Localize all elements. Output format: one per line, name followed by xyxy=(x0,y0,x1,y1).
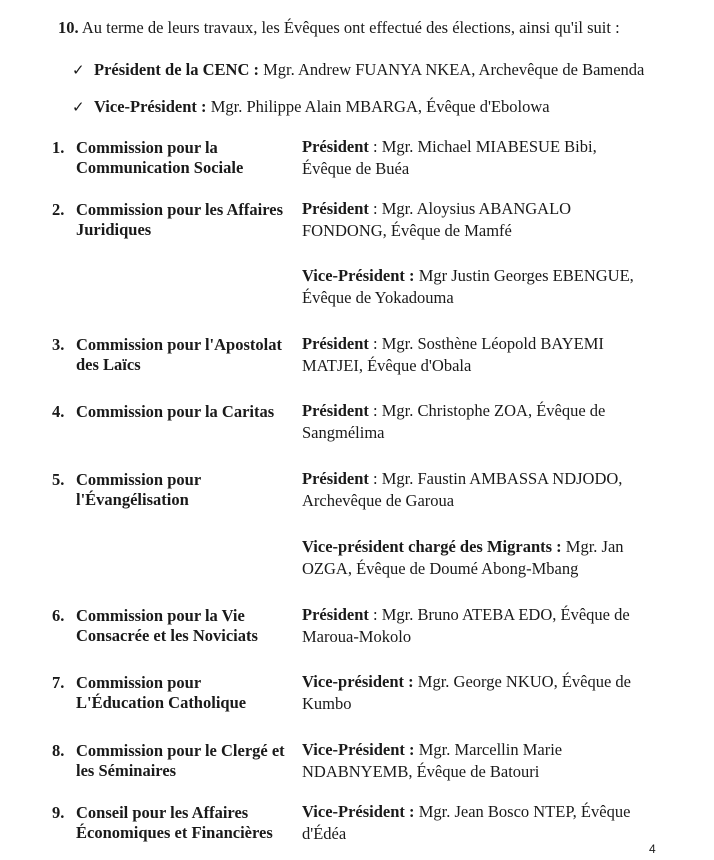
commission-officer: Président : Mgr. Sosthène Léopold BAYEMI MATJEI, Évêque d'Obala xyxy=(302,334,604,375)
officer-line1: Mgr. Jan xyxy=(565,537,624,556)
officer-line1: Mgr. Bruno ATEBA EDO, Évêque de xyxy=(381,605,630,624)
commission-name: Commission pour le Clergé et les Séminaires xyxy=(76,741,285,780)
officer-role: Vice-Président : xyxy=(302,266,415,285)
bureau-role: Vice-Président : xyxy=(94,97,207,116)
intro-text: Au terme de leurs travaux, les Évêques ont effectué des élections, ainsi qu'il suit : xyxy=(81,18,620,37)
bureau-role: Président de la CENC : xyxy=(94,60,259,79)
officer-role: Vice-Président : xyxy=(302,740,415,759)
officer-role: Président xyxy=(302,469,369,488)
officer-line2: Maroua-Mokolo xyxy=(302,627,412,646)
commission-name: Commission pour l'Évangélisation xyxy=(76,470,201,509)
officer-role: Vice-Président : xyxy=(302,802,415,821)
commission-officer xyxy=(302,739,662,783)
officer-role: Vice-président : xyxy=(302,672,414,691)
officer-role: Président xyxy=(302,605,369,624)
commission-officer xyxy=(302,265,662,309)
officer-line2: MATJEI, Évêque d'Obala xyxy=(302,356,472,375)
commission-number: 3. xyxy=(52,335,65,354)
commission-officer xyxy=(302,671,662,715)
commission-number: 5. xyxy=(52,470,65,489)
officer-role: Président xyxy=(302,137,369,156)
commission-officer xyxy=(302,536,662,580)
page-number: 4 xyxy=(649,842,656,856)
intro-paragraph xyxy=(58,16,620,40)
commission-name: Commission pour L'Éducation Catholique xyxy=(76,673,247,712)
commission-number: 8. xyxy=(52,741,65,760)
officer-line1: Mgr. Michael MIABESUE Bibi, xyxy=(381,137,597,156)
officer-role: Président xyxy=(302,401,369,420)
commission-name: Conseil pour les Affaires Économiques et Financières xyxy=(76,803,273,842)
commission-number: 9. xyxy=(52,803,65,822)
officer-line2: d'Édéa xyxy=(302,824,347,843)
commission-number: 7. xyxy=(52,673,65,692)
officer-line2: FONDONG, Évêque de Mamfé xyxy=(302,221,512,240)
commission-officer xyxy=(302,801,662,845)
officer-role: Président xyxy=(302,334,369,353)
commission-number: 6. xyxy=(52,606,65,625)
commission-officer: Président : Mgr. Aloysius ABANGALO FONDONG, Évêque de Mamfé xyxy=(302,199,572,240)
officer-line1: Mgr. George NKUO, Évêque de xyxy=(417,672,632,691)
officer-line2: OZGA, Évêque de Doumé Abong-Mbang xyxy=(302,559,579,578)
commission-number: 4. xyxy=(52,402,65,421)
commission-officer: Président : Mgr. Bruno ATEBA EDO, Évêque de Maroua-Mokolo xyxy=(302,605,630,646)
officer-line1: Mgr. Sosthène Léopold BAYEMI xyxy=(381,334,604,353)
commission-number: 2. xyxy=(52,200,65,219)
officer-line1: Mgr Justin Georges EBENGUE, xyxy=(418,266,634,285)
officer-line2: Évêque de Yokadouma xyxy=(302,288,454,307)
officer-line1: Mgr. Christophe ZOA, Évêque de xyxy=(381,401,606,420)
commission-name: Commission pour la Vie Consacrée et les Noviciats xyxy=(76,606,258,645)
commission-name: Commission pour l'Apostolat des Laïcs xyxy=(76,335,282,374)
commission-name: Commission pour la Caritas xyxy=(76,402,275,421)
commission-name: Commission pour les Affaires Juridiques xyxy=(76,200,284,239)
officer-line2: Kumbo xyxy=(302,694,352,713)
officer-line1: Mgr. Aloysius ABANGALO xyxy=(381,199,572,218)
bureau-vice-president xyxy=(72,95,550,119)
commission-officer: Président : Mgr. Faustin AMBASSA NDJODO, Archevêque de Garoua xyxy=(302,469,623,510)
officer-line1: Mgr. Marcellin Marie xyxy=(418,740,563,759)
commission-name: Commission pour la Communication Sociale xyxy=(76,138,244,177)
check-icon: ✓ xyxy=(72,61,85,79)
check-icon: ✓ xyxy=(72,98,85,116)
officer-line2: Évêque de Buéa xyxy=(302,159,410,178)
bureau-president xyxy=(72,58,644,82)
officer-line1: Mgr. Jean Bosco NTEP, Évêque xyxy=(418,802,631,821)
commission-number: 1. xyxy=(52,138,65,157)
commission-officer: Président : Mgr. Christophe ZOA, Évêque de Sangmélima xyxy=(302,401,606,442)
officer-role: Vice-président chargé des Migrants : xyxy=(302,537,562,556)
bureau-person: Mgr. Andrew FUANYA NKEA, Archevêque de Bamenda xyxy=(263,60,645,79)
intro-number: 10. xyxy=(58,18,79,37)
officer-line2: Sangmélima xyxy=(302,423,385,442)
officer-line2: NDABNYEMB, Évêque de Batouri xyxy=(302,762,540,781)
bureau-person: Mgr. Philippe Alain MBARGA, Évêque d'Ebolowa xyxy=(210,97,550,116)
officer-role: Président xyxy=(302,199,369,218)
officer-line2: Archevêque de Garoua xyxy=(302,491,455,510)
commission-officer: Président : Mgr. Michael MIABESUE Bibi, Évêque de Buéa xyxy=(302,137,597,178)
officer-line1: Mgr. Faustin AMBASSA NDJODO, xyxy=(381,469,623,488)
